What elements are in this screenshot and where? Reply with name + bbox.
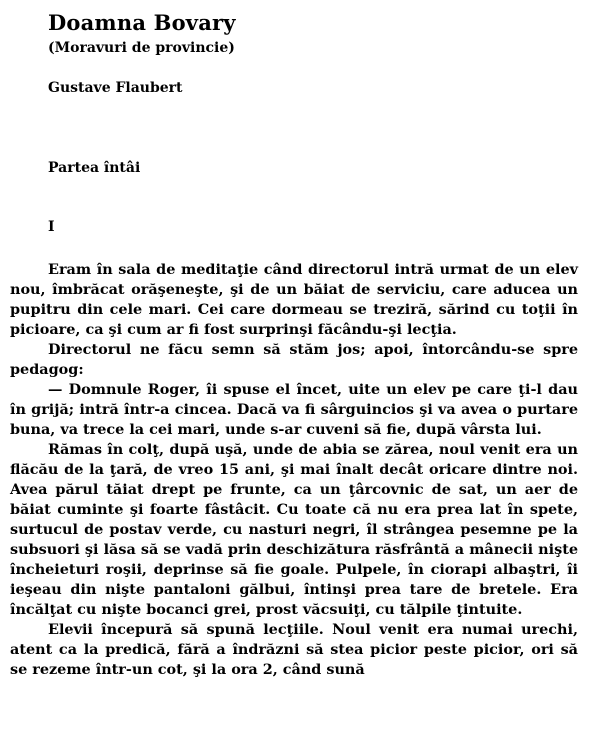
paragraph: Eram în sala de meditaţie când directorul intră urmat de un elev nou, îmbrăcat orăşeneşte, şi de un băiat de serviciu, care aducea un pupitru din cele mari. Cei care dormeau se treziră, sărind cu toţii în picioare, ca şi cum ar fi fost surprinşi făcându-şi lecţia. bbox=[10, 261, 578, 338]
paragraph: Rămas în colţ, după uşă, unde de abia se zărea, noul venit era un flăcău de la ţară, de vreo 15 ani, şi mai înalt decât oricare dintre noi. Avea părul tăiat drept pe frunte, ca un ţârcovnic de sat, un aer de băiat cuminte şi foarte fâstâcit. Cu toate că nu era prea lat în spete, surtucul de postav verde, cu nasturi negri, îl strângea pesemne pe la subsuori şi lăsa să se vadă prin deschizătura răsfrântă a mânecii nişte încheieturi roşii, deprinse să fie goale. Pulpele, în ciorapi albaştri, îi ieşeau din nişte pantaloni gălbui, întinşi prea tare de bretele. Era încălţat cu nişte bocanci grei, prost văcsuiţi, cu tălpile ţintuite. bbox=[10, 441, 578, 618]
part-heading: Partea întâi bbox=[48, 160, 141, 176]
author-name: Gustave Flaubert bbox=[48, 80, 183, 96]
book-title: Doamna Bovary bbox=[48, 10, 236, 35]
paragraph: Elevii începură să spună lecţiile. Noul venit era numai urechi, atent ca la predică, fără a îndrăzni să stea picior peste picior, ori să se rezeme într-un cot, şi la ora 2, când sună bbox=[10, 621, 578, 678]
body-text bbox=[10, 260, 578, 680]
book-subtitle: (Moravuri de provincie) bbox=[48, 40, 235, 56]
paragraph: — Domnule Roger, îi spuse el încet, uite un elev pe care ţi-l dau în grijă; intră într-a cincea. Dacă va fi sârguincios şi va avea o purtare buna, va trece la cei mari, unde s-ar cuveni să fie, după vârsta lui. bbox=[10, 381, 578, 438]
paragraph: Directorul ne făcu semn să stăm jos; apoi, întorcându-se spre pedagog: bbox=[10, 341, 578, 378]
chapter-number: I bbox=[48, 219, 55, 235]
